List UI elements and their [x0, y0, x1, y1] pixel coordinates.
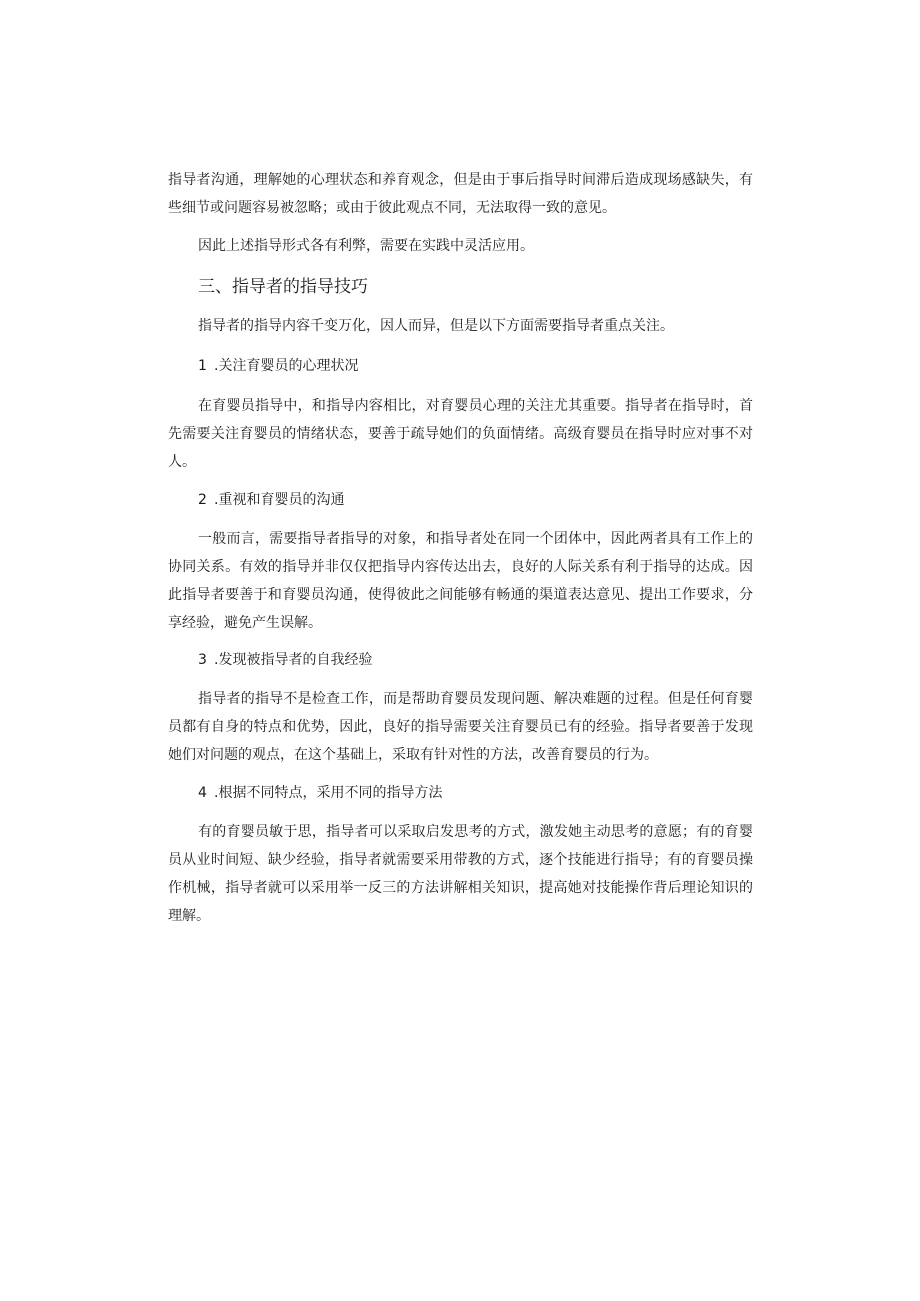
- paragraph-item-4: 有的育婴员敏于思，指导者可以采取启发思考的方式，激发她主动思考的意愿；有的育婴员从业时间短、缺少经验，指导者就需要采用带教的方式，逐个技能进行指导；有的育婴员操作机械，指导者就可以采用举一反三的方法讲解相关知识，提高她对技能操作背后理论知识的理解。: [168, 824, 753, 924]
- paragraph-summary: 因此上述指导形式各有利弊，需要在实践中灵活应用。: [198, 238, 534, 254]
- paragraph-intro: 指导者的指导内容千变万化，因人而异，但是以下方面需要指导者重点关注。: [198, 318, 674, 334]
- list-item-title: .关注育婴员的心理状况: [214, 358, 359, 374]
- list-item-number: 4: [198, 785, 207, 801]
- paragraph-item-2: 一般而言，需要指导者指导的对象，和指导者处在同一个团体中，因此两者具有工作上的协同关系。有效的指导并非仅仅把指导内容传达出去，良好的人际关系有利于指导的达成。因此指导者要善于和育婴员沟通，使得彼此之间能够有畅通的渠道表达意见、提出工作要求，分享经验，避免产生误解。: [168, 531, 753, 631]
- paragraph-item-3: 指导者的指导不是检查工作，而是帮助育婴员发现问题、解决难题的过程。但是任何育婴员都有自身的特点和优势，因此，良好的指导需要关注育婴员已有的经验。指导者要善于发现她们对问题的观点，在这个基础上，采取有针对性的方法，改善育婴员的行为。: [168, 691, 753, 763]
- list-item-3-heading: [198, 646, 372, 674]
- list-item-number: 3: [198, 652, 207, 668]
- list-item-number: 2: [198, 492, 207, 508]
- list-item-2-heading: [198, 486, 344, 514]
- list-item-title: .重视和育婴员的沟通: [214, 492, 345, 508]
- paragraph-item-1: 在育婴员指导中，和指导内容相比，对育婴员心理的关注尤其重要。指导者在指导时，首先需要关注育婴员的情绪状态，要善于疏导她们的负面情绪。高级育婴员在指导时应对事不对人。: [168, 398, 753, 470]
- section-heading: 三、指导者的指导技巧: [198, 277, 368, 297]
- list-item-title: .根据不同特点，采用不同的指导方法: [214, 785, 443, 801]
- list-item-title: .发现被指导者的自我经验: [214, 652, 373, 668]
- paragraph-continuation: 指导者沟通，理解她的心理状态和养育观念，但是由于事后指导时间滞后造成现场感缺失，有些细节或问题容易被忽略；或由于彼此观点不同，无法取得一致的意见。: [168, 172, 753, 216]
- list-item-1-heading: [198, 352, 358, 380]
- list-item-number: 1: [198, 358, 207, 374]
- list-item-4-heading: [198, 779, 442, 807]
